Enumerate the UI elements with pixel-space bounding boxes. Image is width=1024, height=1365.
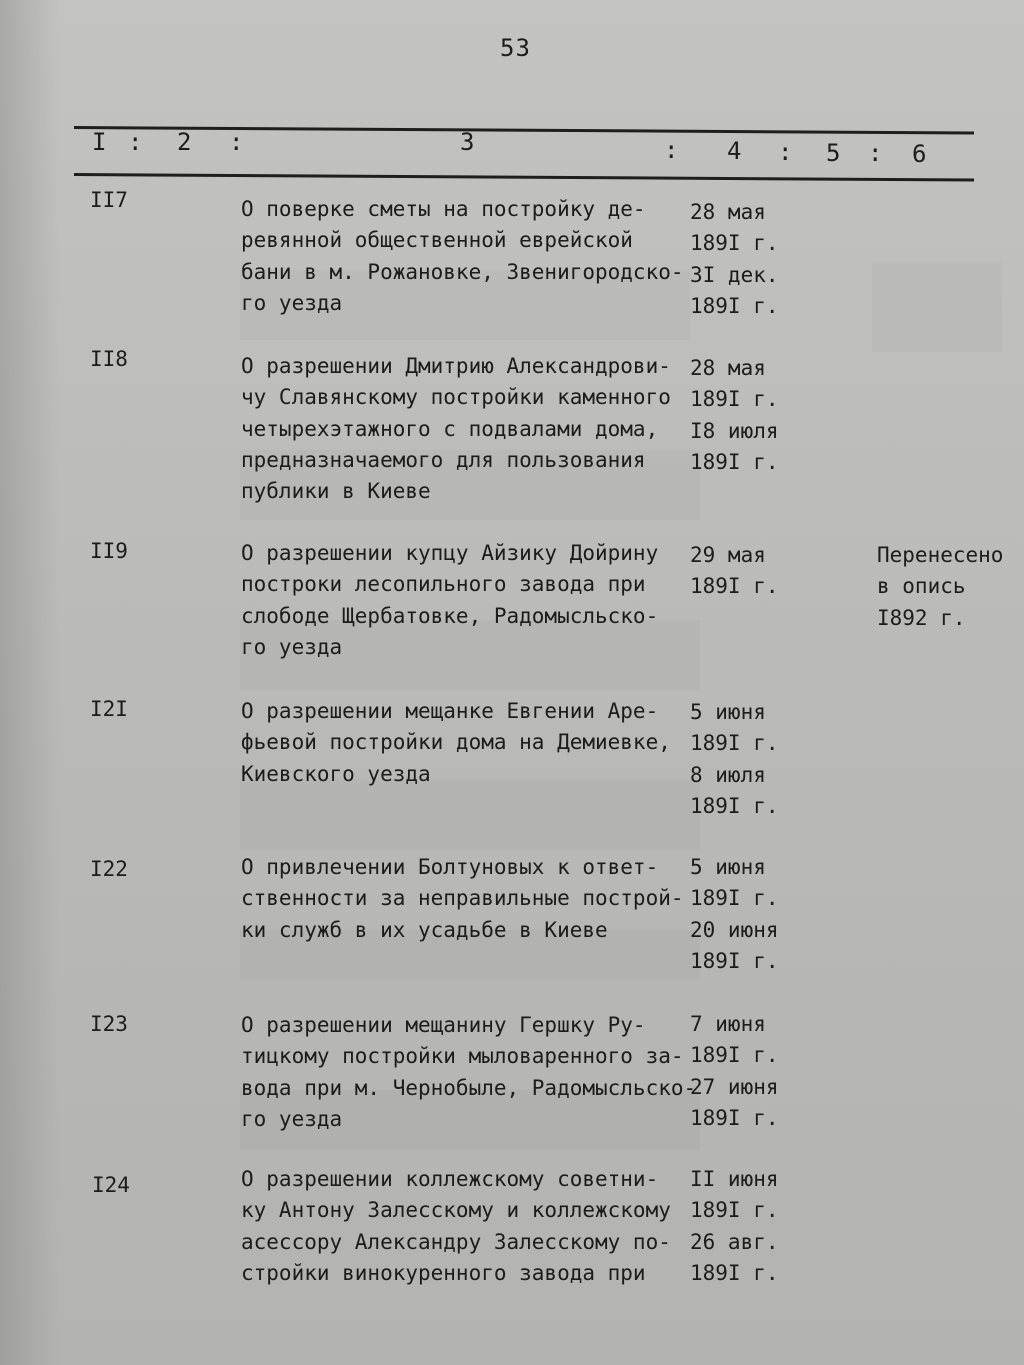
record-title: О разрешении мещанину Гершку Ру- тицкому постройки мыловаренного за- вода при м. Чернобыле, Радомысльско- го уезда bbox=[241, 1013, 697, 1131]
record-dates: 29 мая 189I г. bbox=[690, 543, 779, 599]
record-number: I24 bbox=[92, 1173, 130, 1197]
record-title: О разрешении Дмитрию Александрови- чу Славянскому постройки каменного четырехэтажного с подвалами дома, предназначаемого для пользования публики в Киеве bbox=[241, 354, 671, 504]
record-title: О разрешении коллежскому советни- ку Антону Залесскому и коллежскому асессору Александру Залесскому по- стройки винокуренного завода при bbox=[241, 1167, 671, 1285]
record-dates: II июня 189I г. 26 авг. 189I г. bbox=[690, 1167, 779, 1285]
record-title: О разрешении купцу Айзику Дойрину построки лесопильного завода при слободе Щербатовке, Радомысльско- го уезда bbox=[241, 541, 659, 659]
record-dates: 5 июня 189I г. 20 июня 189I г. bbox=[690, 855, 779, 973]
record-title: О привлечении Болтуновых к ответ- ственности за неправильные построй- ки служб в их усадьбе в Киеве bbox=[241, 855, 684, 942]
column-separator: : bbox=[128, 128, 143, 156]
column-header-1: I bbox=[92, 128, 107, 156]
record-dates: 7 июня 189I г. 27 июня 189I г. bbox=[690, 1012, 779, 1130]
column-separator: : bbox=[868, 139, 883, 167]
column-header-3: 3 bbox=[460, 128, 475, 156]
record-title: О поверке сметы на постройку де- ревянной общественной еврейской бани в м. Рожановке, Звенигородско- го уезда bbox=[241, 197, 684, 315]
column-header-5: 5 bbox=[826, 139, 841, 167]
page-number: 53 bbox=[500, 34, 531, 62]
bleed-through-shading bbox=[872, 262, 1002, 352]
header-rule-bottom bbox=[74, 173, 974, 181]
record-dates: 28 мая 189I г. I8 июля 189I г. bbox=[690, 356, 779, 474]
header-rule-top bbox=[74, 126, 974, 134]
record-dates: 28 мая 189I г. 3I дек. 189I г. bbox=[690, 200, 779, 318]
record-number: I22 bbox=[90, 857, 128, 881]
bleed-through-shading bbox=[240, 780, 700, 850]
record-note: Перенесено в опись I892 г. bbox=[877, 543, 1004, 630]
column-separator: : bbox=[229, 128, 244, 156]
page-binding-shadow bbox=[0, 0, 60, 1365]
column-header-6: 6 bbox=[912, 140, 927, 168]
record-dates: 5 июня 189I г. 8 июля 189I г. bbox=[690, 700, 779, 818]
record-title: О разрешении мещанке Евгении Аре- фьевой постройки дома на Демиевке, Киевского уезда bbox=[241, 699, 671, 786]
column-separator: : bbox=[664, 136, 679, 164]
record-number: I2I bbox=[90, 697, 128, 721]
record-number: II7 bbox=[90, 188, 128, 212]
column-header-4: 4 bbox=[727, 137, 742, 165]
record-number: II8 bbox=[90, 347, 128, 371]
record-number: I23 bbox=[90, 1012, 128, 1036]
record-number: II9 bbox=[90, 539, 128, 563]
column-header-2: 2 bbox=[177, 128, 192, 156]
column-separator: : bbox=[778, 138, 793, 166]
